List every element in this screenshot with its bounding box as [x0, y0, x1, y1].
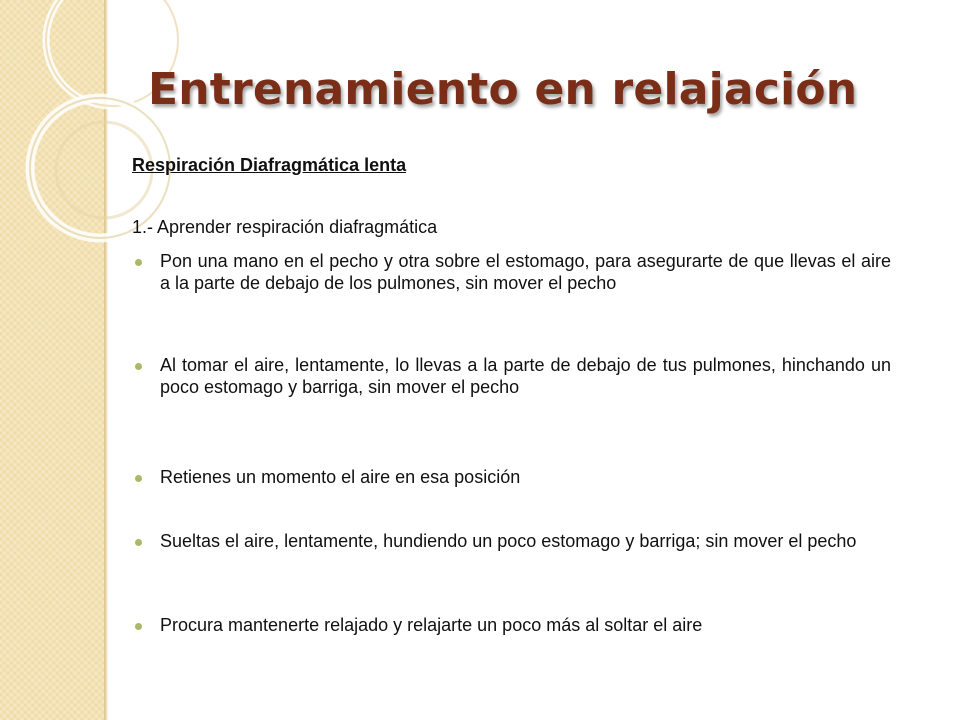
- bullet-icon: [135, 363, 142, 370]
- list-item-text: Retienes un momento el aire en esa posición: [160, 467, 521, 487]
- list-item-text: Al tomar el aire, lentamente, lo llevas a la parte de debajo de tus pulmones, hinchando un poco estomago y barriga, sin mover el pecho: [160, 355, 891, 397]
- list-item-text: Pon una mano en el pecho y otra sobre el estomago, para asegurarte de que llevas el aire a la parte de debajo de los pulmones, sin mover el pecho: [160, 251, 891, 293]
- list-item-text: Sueltas el aire, lentamente, hundiendo un poco estomago y barriga; sin mover el pecho: [160, 531, 857, 551]
- step-heading: 1.- Aprender respiración diafragmática: [132, 217, 438, 237]
- list-item-text: Procura mantenerte relajado y relajarte un poco más al soltar el aire: [160, 615, 703, 635]
- side-decoration-band: [0, 0, 104, 720]
- bullet-icon: [135, 623, 142, 630]
- bullet-icon: [135, 475, 142, 482]
- bullet-icon: [135, 259, 142, 266]
- side-band-edge: [104, 0, 108, 720]
- slide-title: Entrenamiento en relajación: [148, 64, 858, 115]
- section-subtitle: Respiración Diafragmática lenta: [132, 155, 407, 175]
- bullet-icon: [135, 539, 142, 546]
